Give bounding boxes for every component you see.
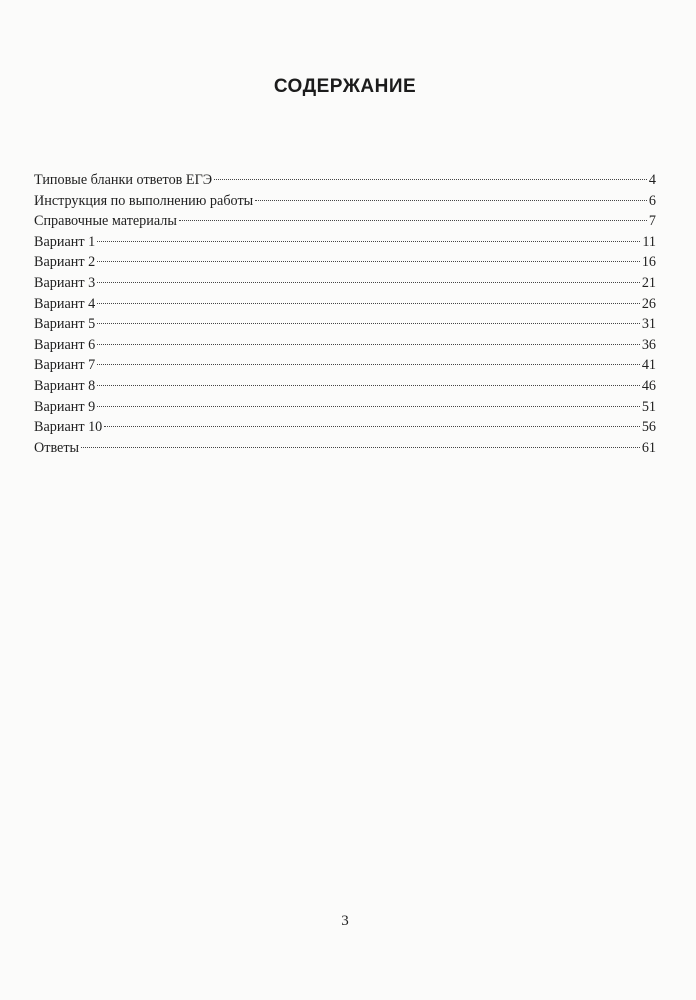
toc-entry-page: 56 [641, 419, 656, 436]
toc-entry [34, 172, 656, 193]
toc-entry-label: Справочные материалы [34, 213, 177, 230]
toc-entry-page: 36 [641, 336, 656, 353]
toc-entry-label: Вариант 6 [34, 336, 96, 353]
toc-entry-label: Вариант 1 [34, 233, 96, 250]
toc-entry [34, 419, 656, 440]
toc-entry-page: 26 [641, 295, 656, 312]
toc-entry-page: 16 [641, 254, 656, 271]
toc-entry [34, 254, 656, 275]
toc-entry-page: 46 [641, 377, 656, 394]
toc-entry-page: 21 [641, 274, 656, 291]
toc-entry-page: 31 [641, 316, 656, 333]
toc-entry-label: Ответы [34, 439, 80, 456]
table-of-contents [34, 172, 656, 460]
toc-entry-label: Вариант 5 [34, 316, 96, 333]
toc-entry-label: Вариант 9 [34, 398, 96, 415]
toc-dot-leader [97, 261, 640, 262]
toc-entry-page: 4 [648, 172, 656, 188]
toc-dot-leader [97, 406, 640, 407]
toc-entry-page: 6 [648, 192, 656, 209]
toc-entry [34, 440, 656, 461]
toc-dot-leader [214, 179, 647, 180]
toc-dot-leader [97, 323, 640, 324]
toc-dot-leader [81, 447, 640, 448]
toc-entry [34, 213, 656, 234]
toc-dot-leader [97, 385, 640, 386]
toc-entry-label: Вариант 8 [34, 377, 96, 394]
toc-entry-label: Вариант 10 [34, 419, 103, 436]
toc-entry-page: 61 [641, 439, 656, 456]
toc-dot-leader [104, 426, 640, 427]
toc-entry-label: Типовые бланки ответов ЕГЭ [34, 172, 213, 188]
toc-entry-page: 41 [641, 357, 656, 374]
toc-dot-leader [97, 303, 640, 304]
toc-dot-leader [179, 220, 647, 221]
page-number: 3 [341, 913, 349, 929]
toc-entry-page: 11 [642, 233, 656, 250]
toc-entry [34, 337, 656, 358]
toc-entry [34, 399, 656, 420]
toc-dot-leader [97, 241, 640, 242]
toc-entry [34, 316, 656, 337]
toc-dot-leader [97, 364, 640, 365]
toc-entry-label: Вариант 7 [34, 357, 96, 374]
toc-entry-page: 7 [648, 213, 656, 230]
toc-entry [34, 234, 656, 255]
toc-entry-label: Инструкция по выполнению работы [34, 192, 254, 209]
toc-dot-leader [255, 200, 647, 201]
toc-entry [34, 193, 656, 214]
page-title: СОДЕРЖАНИЕ [273, 76, 417, 97]
toc-entry-label: Вариант 2 [34, 254, 96, 271]
toc-entry [34, 275, 656, 296]
toc-entry [34, 378, 656, 399]
toc-entry [34, 357, 656, 378]
toc-entry-label: Вариант 3 [34, 274, 96, 291]
toc-dot-leader [97, 282, 640, 283]
toc-dot-leader [97, 344, 640, 345]
toc-entry-label: Вариант 4 [34, 295, 96, 312]
toc-entry-page: 51 [641, 398, 656, 415]
toc-entry [34, 296, 656, 317]
